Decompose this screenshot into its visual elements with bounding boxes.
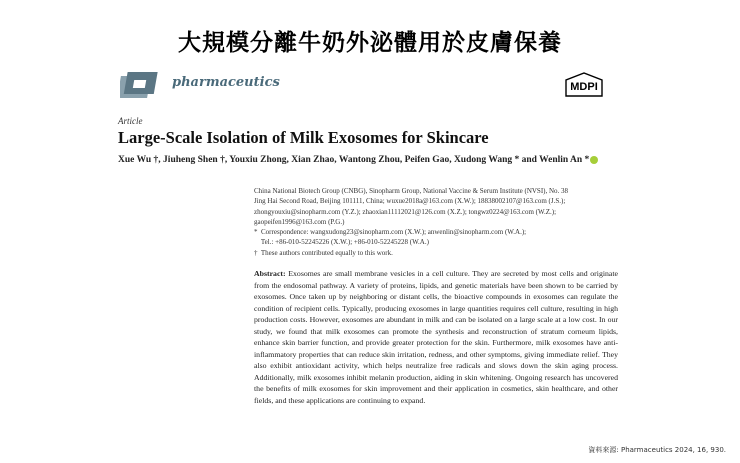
slide-title: 大規模分離牛奶外泌體用於皮膚保養	[178, 30, 562, 56]
article-title: Large-Scale Isolation of Milk Exosomes for Skincare	[118, 128, 489, 147]
publisher-name: MDPI	[570, 81, 598, 93]
affiliation-line: zhongyouxiu@sinopharm.com (Y.Z.); zhaoxian11112021@126.com (X.Z.); tongwz0224@163.com (W.Z.);	[254, 207, 557, 216]
authors-text: Xue Wu †, Jiuheng Shen †, Youxiu Zhong, Xian Zhao, Wantong Zhou, Peifen Gao, Xudong Wang * and Wenlin An *	[118, 155, 590, 165]
journal-logo-icon	[120, 70, 162, 102]
publisher-logo	[562, 72, 606, 98]
correspondence-phone: Tel.: +86-010-52245226 (X.W.); +86-010-52245228 (W.A.)	[254, 238, 429, 247]
affiliation-line: China National Biotech Group (CNBG), Sinopharm Group, National Vaccine & Serum Institute (NVSI), No. 38	[254, 187, 569, 195]
affiliation-block	[254, 186, 616, 258]
source-citation: 資料來源: Pharmaceutics 2024, 16, 930.	[588, 446, 726, 454]
abstract-label: Abstract:	[254, 269, 286, 278]
author-list	[118, 155, 618, 165]
affiliation-line: Jing Hai Second Road, Beijing 101111, China; wuxue2018a@163.com (X.W.); 18838002107@163.com (J.S.);	[254, 197, 566, 206]
abstract	[254, 268, 618, 407]
equal-contribution-note: † These authors contributed equally to this work.	[254, 248, 393, 257]
paper-screenshot	[116, 62, 616, 438]
orcid-icon	[590, 156, 598, 164]
abstract-text: Exosomes are small membrane vesicles in a cell culture. They are secreted by most cells and originate from the endosomal pathway. A variety of proteins, lipids, and genetic materials have been shown to be carried by exosomes. Once taken up by neighboring or distant cells, the bioactive compounds in exosomes can regulate the condition of recipient cells. Typically, producing exosomes in large quantities requires cell culture, resulting in high production costs. However, exosomes are abundant in milk and can be isolated on a large scale at a low cost. In our study, we found that milk exosomes can promote the synthesis and reconstruction of stratum corneum lipids, enhance skin barrier function, and provide greater protection for the skin. Furthermore, milk exosomes have anti-inflammatory properties that can reduce skin irritation, redness, and other symptoms, giving immediate relief. They also exhibit antioxidant activity, which helps neutralize free radicals and slows down the skin aging process. Additionally, milk exosomes inhibit melanin production, aiding in skin whitening. Ongoing research has uncovered the benefits of milk exosomes for skin improvement and their application in cosmetics, skin healthcare, and other fields, and these applications are continuing to expand.	[254, 269, 618, 406]
affiliation-line: gaopeifen1996@163.com (P.G.)	[254, 217, 345, 226]
correspondence-line: * Correspondence: wangxudong23@sinopharm.com (X.W.); anwenlin@sinopharm.com (W.A.);	[254, 228, 527, 237]
article-type: Article	[118, 116, 143, 126]
journal-name: pharmaceutics	[172, 75, 280, 90]
journal-header	[116, 62, 616, 110]
